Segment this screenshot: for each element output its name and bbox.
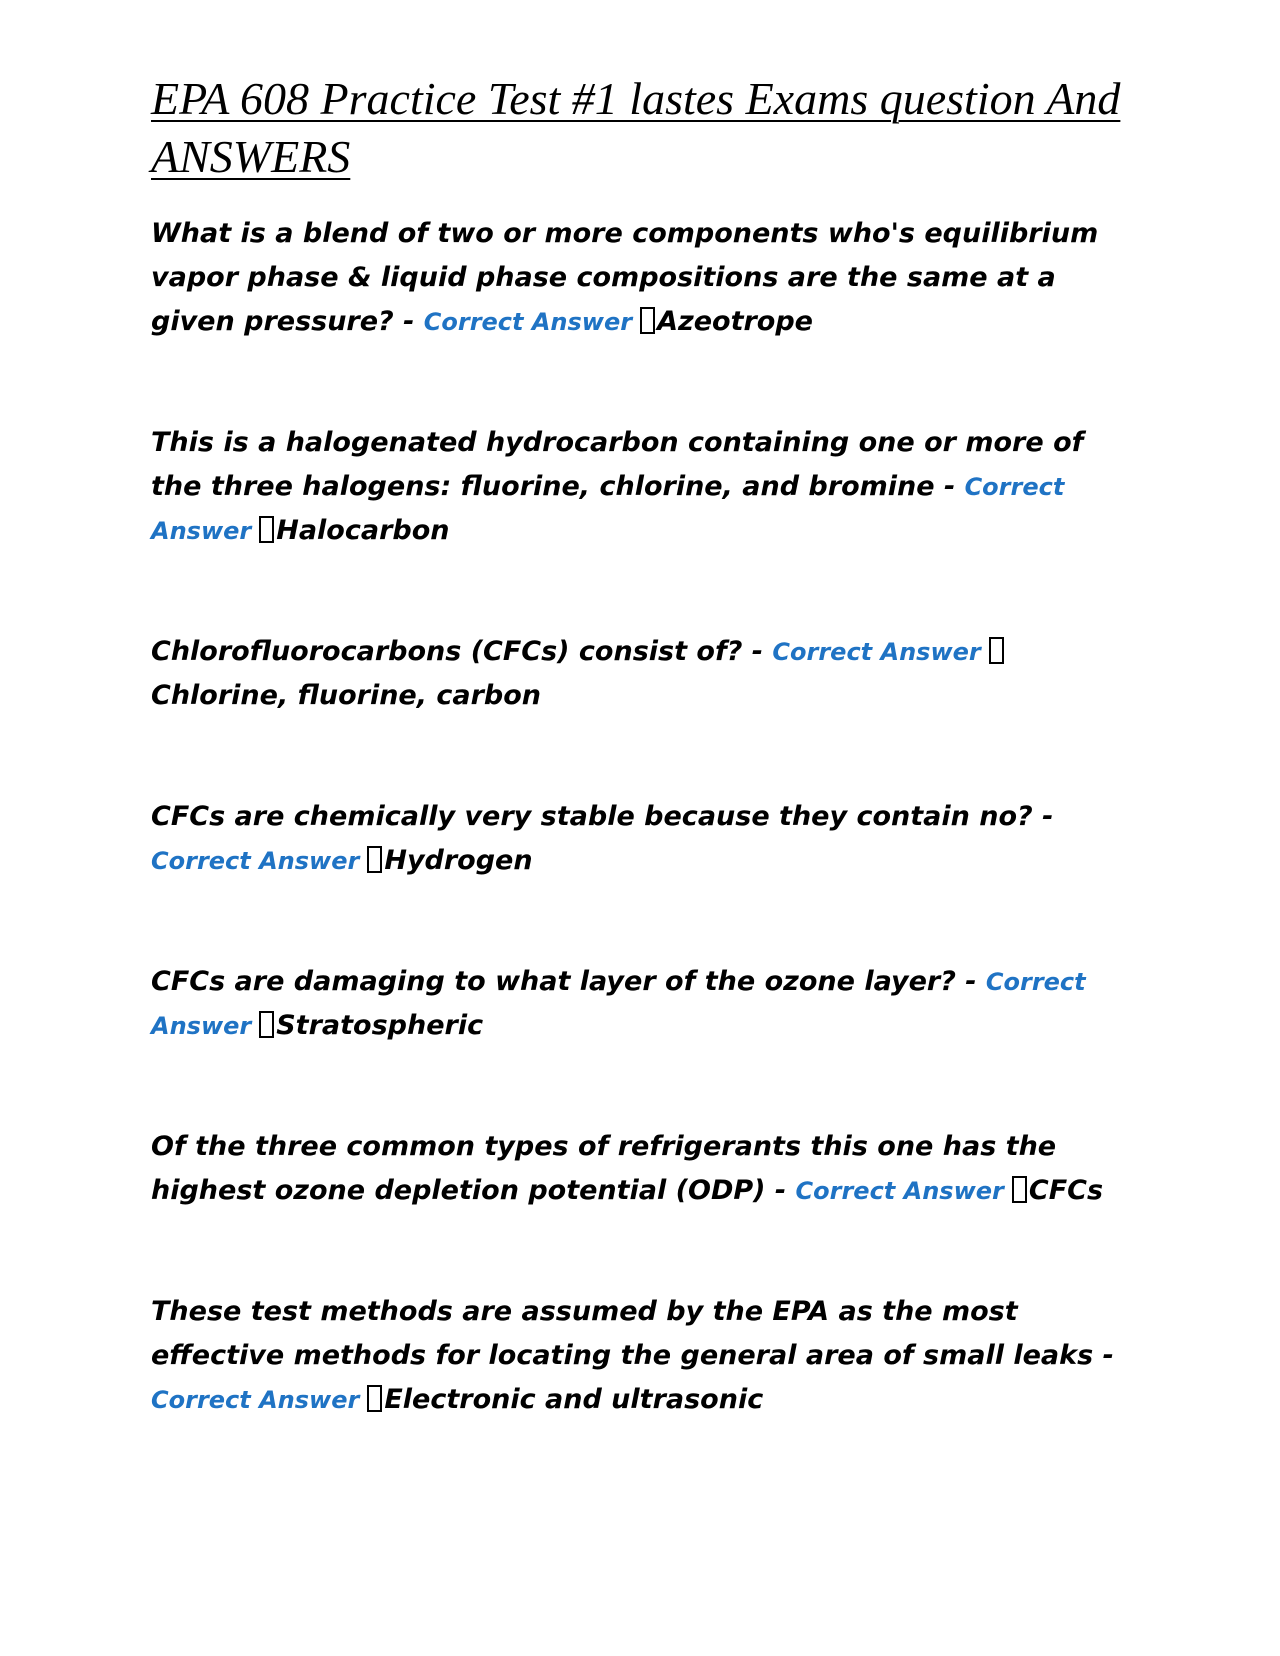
answer-text: Stratospheric bbox=[276, 1010, 484, 1041]
question-text: This is a halogenated hydrocarbon containing one or more of the three halogens: fluorine, chlorine, and bromine - bbox=[151, 427, 1084, 502]
question-text: CFCs are chemically very stable because they contain no? - bbox=[151, 801, 1054, 832]
correct-answer-label: Correct Answer bbox=[795, 1177, 1004, 1205]
answer-text: Chlorine, fluorine, carbon bbox=[151, 680, 542, 711]
document-page bbox=[151, 70, 1141, 1499]
answer-text: Azeotrope bbox=[657, 306, 813, 337]
question-text: What is a blend of two or more components who's equilibrium vapor phase & liquid phase compositions are the same at a given pressure? - bbox=[151, 218, 1099, 337]
missing-glyph-icon bbox=[259, 516, 274, 543]
document-title: EPA 608 Practice Test #1 lastes Exams question And ANSWERS bbox=[151, 73, 1121, 182]
correct-answer-label: Correct Answer bbox=[151, 968, 1086, 1040]
qa-item-2 bbox=[151, 421, 1141, 553]
answer-text: Halocarbon bbox=[276, 515, 450, 546]
missing-glyph-icon bbox=[367, 846, 382, 873]
answer-text: Electronic and ultrasonic bbox=[384, 1384, 764, 1415]
answer-text: Hydrogen bbox=[384, 845, 533, 876]
question-text: Of the three common types of refrigerants this one has the highest ozone depletion potential (ODP) - bbox=[151, 1131, 1057, 1206]
missing-glyph-icon bbox=[259, 1011, 274, 1038]
correct-answer-label: Correct Answer bbox=[151, 847, 360, 875]
qa-item-6 bbox=[151, 1125, 1141, 1213]
qa-item-3 bbox=[151, 630, 1141, 718]
question-text: CFCs are damaging to what layer of the ozone layer? - bbox=[151, 966, 977, 997]
correct-answer-label: Correct Answer bbox=[151, 473, 1065, 545]
qa-item-1 bbox=[151, 212, 1141, 344]
correct-answer-label: Correct Answer bbox=[423, 308, 633, 336]
missing-glyph-icon bbox=[640, 307, 655, 334]
qa-item-5 bbox=[151, 960, 1141, 1048]
qa-item-4 bbox=[151, 795, 1141, 883]
missing-glyph-icon bbox=[367, 1385, 382, 1412]
question-text: These test methods are assumed by the EPA as the most effective methods for locating the general area of small leaks - bbox=[151, 1296, 1114, 1371]
correct-answer-label: Correct Answer bbox=[151, 1386, 360, 1414]
qa-item-7 bbox=[151, 1290, 1141, 1422]
missing-glyph-icon bbox=[989, 637, 1004, 664]
answer-text: CFCs bbox=[1028, 1175, 1104, 1206]
correct-answer-label: Correct Answer bbox=[772, 638, 981, 666]
missing-glyph-icon bbox=[1012, 1176, 1027, 1203]
question-text: Chlorofluorocarbons (CFCs) consist of? - bbox=[151, 636, 763, 667]
